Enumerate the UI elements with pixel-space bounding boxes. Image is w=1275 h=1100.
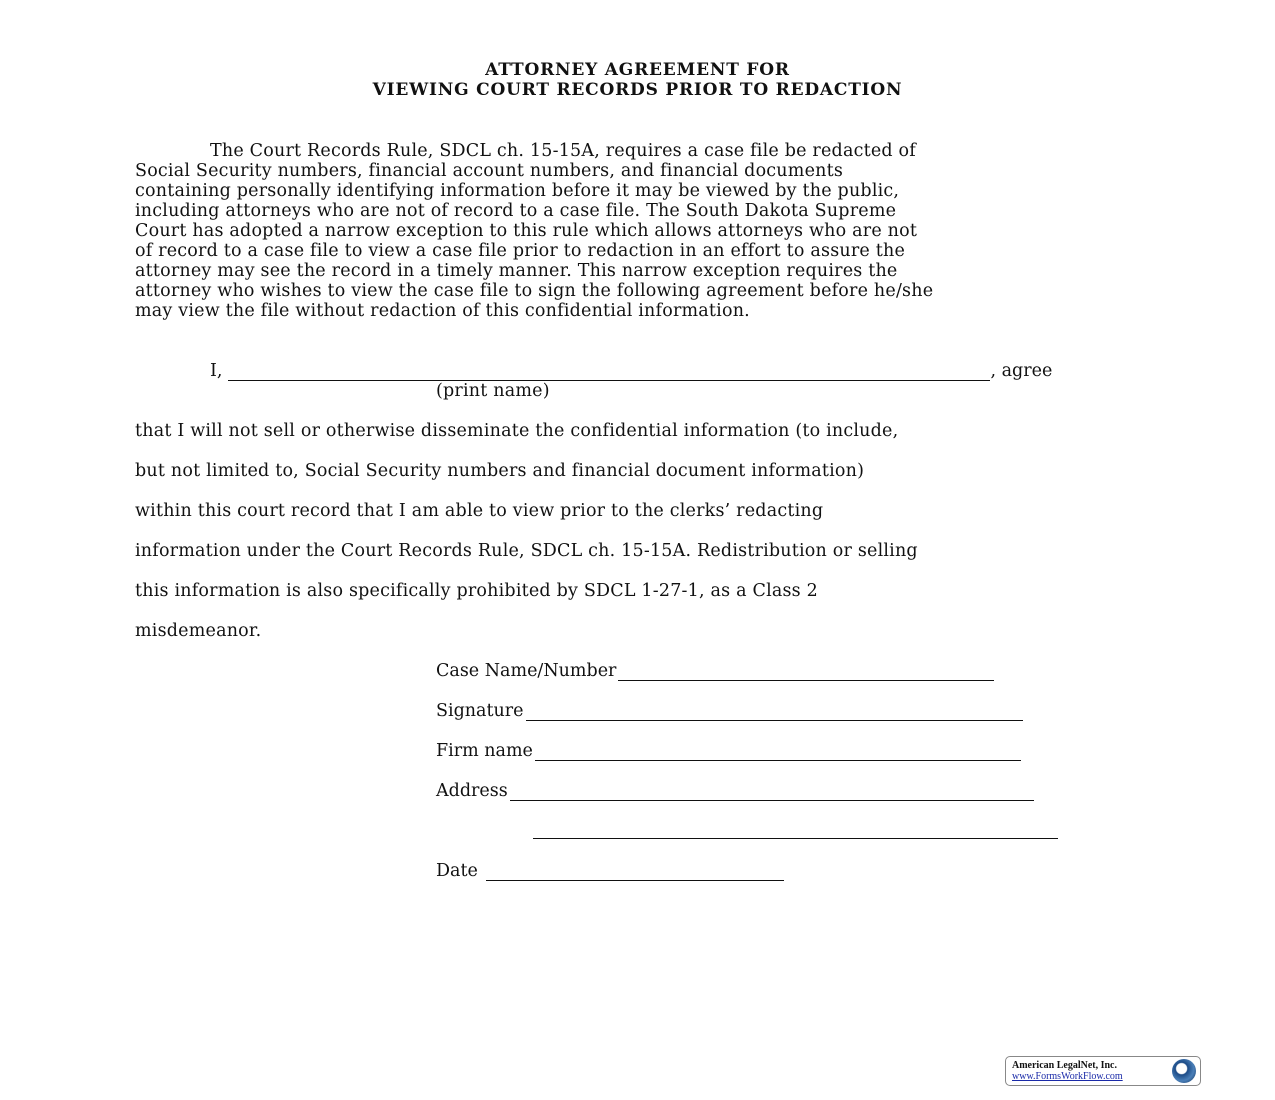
date-line[interactable] xyxy=(486,866,784,881)
signature-field[interactable] xyxy=(436,701,1023,721)
title-line-1: ATTORNEY AGREEMENT FOR xyxy=(485,60,790,80)
body-line: but not limited to, Social Security numbers and financial document information) xyxy=(135,461,865,481)
intro-line: Court has adopted a narrow exception to this rule which allows attorneys who are not xyxy=(135,221,918,241)
case-name-field[interactable] xyxy=(436,661,994,681)
agree-suffix: , agree xyxy=(990,361,1053,381)
address-line[interactable] xyxy=(510,786,1034,801)
intro-line: Social Security numbers, financial account numbers, and financial documents xyxy=(135,161,844,181)
intro-line: containing personally identifying information before it may be viewed by the public, xyxy=(135,181,900,201)
address-label: Address xyxy=(436,781,508,801)
body-line: within this court record that I am able to view prior to the clerks’ redacting xyxy=(135,501,824,521)
intro-line: of record to a case file to view a case file prior to redaction in an effort to assure the xyxy=(135,241,906,261)
body-line: misdemeanor. xyxy=(135,621,262,641)
signature-label: Signature xyxy=(436,701,524,721)
logo-url-link[interactable]: www.FormsWorkFlow.com xyxy=(1012,1071,1123,1082)
body-line: information under the Court Records Rule, SDCL ch. 15-15A. Redistribution or selling xyxy=(135,541,918,561)
case-name-line[interactable] xyxy=(618,666,994,681)
intro-line: including attorneys who are not of record to a case file. The South Dakota Supreme xyxy=(135,201,897,221)
intro-line: attorney who wishes to view the case file to sign the following agreement before he/she xyxy=(135,281,934,301)
signature-line[interactable] xyxy=(526,706,1023,721)
print-name-line[interactable] xyxy=(228,366,990,381)
title-line-2: VIEWING COURT RECORDS PRIOR TO REDACTION xyxy=(372,80,903,100)
american-legalnet-logo[interactable] xyxy=(1005,1056,1201,1086)
intro-line: The Court Records Rule, SDCL ch. 15-15A, requires a case file be redacted of xyxy=(210,141,916,161)
print-name-caption: (print name) xyxy=(436,381,550,401)
print-name-field[interactable] xyxy=(210,361,1052,381)
firm-name-field[interactable] xyxy=(436,741,1021,761)
address-field[interactable] xyxy=(436,781,1034,801)
logo-company-name: American LegalNet, Inc. xyxy=(1012,1060,1117,1071)
intro-line: attorney may see the record in a timely manner. This narrow exception requires the xyxy=(135,261,898,281)
globe-icon xyxy=(1172,1059,1196,1083)
firm-name-label: Firm name xyxy=(436,741,533,761)
date-field[interactable] xyxy=(436,861,784,881)
date-label: Date xyxy=(436,861,478,881)
intro-line: may view the file without redaction of this confidential information. xyxy=(135,301,750,321)
address-line-2[interactable] xyxy=(533,824,1058,839)
case-name-label: Case Name/Number xyxy=(436,661,617,681)
body-line: this information is also specifically prohibited by SDCL 1-27-1, as a Class 2 xyxy=(135,581,818,601)
agree-prefix: I, xyxy=(210,361,223,381)
firm-name-line[interactable] xyxy=(535,746,1021,761)
body-line: that I will not sell or otherwise disseminate the confidential information (to include, xyxy=(135,421,899,441)
